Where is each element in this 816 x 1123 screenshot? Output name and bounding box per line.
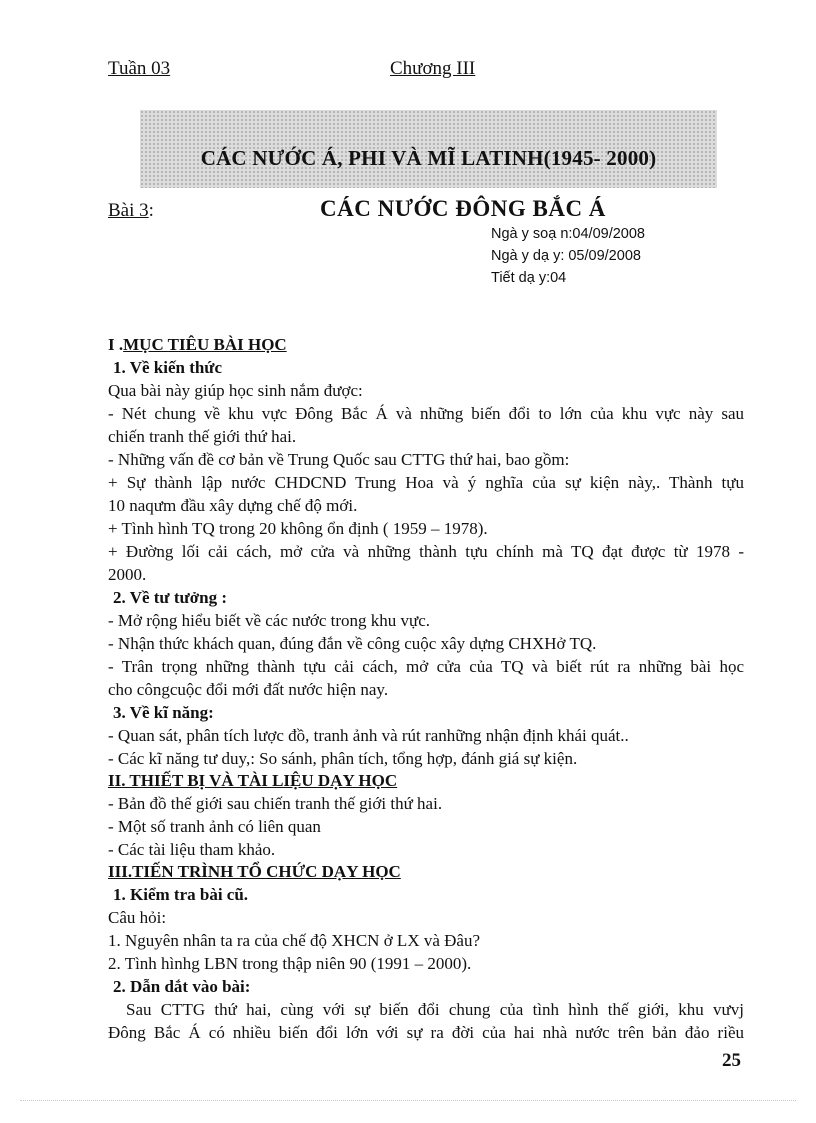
review-question-2: 2. Tình hìnhg LBN trong thập niên 90 (1991 – 2000). (108, 954, 472, 973)
week-label: Tuần 03 (108, 58, 171, 79)
attitude-item-2: - Nhận thức khách quan, đúng đắn về công cuộc xây dựng CHXHở TQ. (108, 634, 597, 653)
knowledge-item-1-line-1: - Nét chung về khu vực Đông Bắc Á và những biến đổi to lớn của khu vực này sau (108, 404, 744, 423)
subsection-1-3-title: 3. Về kĩ năng: (113, 703, 214, 722)
prep-date: Ngà y soạ n:04/09/2008 (491, 226, 645, 242)
knowledge-item-3-line-1: + Sự thành lập nước CHDCND Trung Hoa và ý nghĩa của sự kiện này,. Thành tựu (108, 473, 744, 492)
chapter-title: CÁC NƯỚC Á, PHI VÀ MĨ LATINH(1945- 2000) (200, 146, 657, 170)
period-number: Tiết dạ y:04 (491, 270, 567, 286)
subsection-1-1-title: 1. Về kiến thức (113, 358, 223, 377)
knowledge-item-5-line-2: 2000. (108, 565, 147, 584)
lesson-number: Bài 3 (108, 200, 149, 221)
knowledge-item-4: + Tình hình TQ trong 20 không ổn định ( 1959 – 1978). (108, 519, 488, 538)
attitude-item-3-line-1: - Trân trọng những thành tựu cải cách, mở cửa của TQ và biết rút ra những bài học (108, 657, 744, 676)
review-question-1: 1. Nguyên nhân ta ra của chế độ XHCN ở LX và Đâu? (108, 931, 481, 950)
subsection-1-2-title: 2. Về tư tưởng : (113, 588, 228, 607)
attitude-item-3-line-2: cho côngcuộc đổi mới đất nước hiện nay. (108, 680, 389, 699)
attitude-item-1: - Mở rộng hiểu biết về các nước trong khu vực. (108, 611, 431, 630)
section-2-heading: II. THIẾT BỊ VÀ TÀI LIỆU DẠY HỌC (108, 771, 398, 790)
page-number: 25 (722, 1050, 741, 1071)
section-1-title: MỤC TIÊU BÀI HỌC (123, 335, 287, 354)
teach-date: Ngà y dạ y: 05/09/2008 (491, 248, 641, 264)
knowledge-intro: Qua bài này giúp học sinh nắm được: (108, 381, 363, 400)
knowledge-item-1-line-2: chiến tranh thế giới thứ hai. (108, 427, 297, 446)
knowledge-item-3-line-2: 10 naqưm đầu xây dựng chế độ mới. (108, 496, 358, 515)
section-1-heading (108, 335, 287, 355)
intro-paragraph-line-1: Sau CTTG thứ hai, cùng với sự biến đổi chung của tình hình thế giới, khu vưvj (126, 1000, 744, 1019)
section-1-prefix: I . (108, 335, 124, 354)
equipment-item-3: - Các tài liệu tham khảo. (108, 840, 276, 859)
chapter-label: Chương III (390, 58, 476, 79)
chapter-banner (140, 110, 717, 188)
section-3-heading: III.TIẾN TRÌNH TỔ CHỨC DẠY HỌC (108, 862, 401, 881)
footer-divider (20, 1100, 796, 1101)
knowledge-item-5-line-1: + Đường lối cải cách, mở cửa và những thành tựu chính mà TQ đạt được từ 1978 - (108, 542, 744, 561)
intro-paragraph-line-2: Đông Bắc Á có nhiều biến đổi lớn với sự ra đời của hai nhà nước trên bản đảo riều (108, 1023, 744, 1042)
skill-item-2: - Các kĩ năng tư duy,: So sánh, phân tích, tổng hợp, đánh giá sự kiện. (108, 749, 578, 768)
subsection-3-2-title: 2. Dẫn dắt vào bài: (113, 977, 251, 996)
subsection-3-1-title: 1. Kiểm tra bài cũ. (113, 885, 249, 904)
review-question-label: Câu hỏi: (108, 908, 167, 927)
skill-item-1: - Quan sát, phân tích lược đồ, tranh ảnh và rút ranhững nhận định khái quát.. (108, 726, 629, 745)
knowledge-item-2: - Những vấn đề cơ bản về Trung Quốc sau CTTG thứ hai, bao gồm: (108, 450, 570, 469)
lesson-label (108, 200, 154, 222)
equipment-item-2: - Một số tranh ảnh có liên quan (108, 817, 321, 836)
lesson-label-colon: : (148, 200, 154, 221)
equipment-item-1: - Bản đồ thế giới sau chiến tranh thế giới thứ hai. (108, 794, 443, 813)
lesson-title: CÁC NƯỚC ĐÔNG BẮC Á (320, 196, 606, 221)
